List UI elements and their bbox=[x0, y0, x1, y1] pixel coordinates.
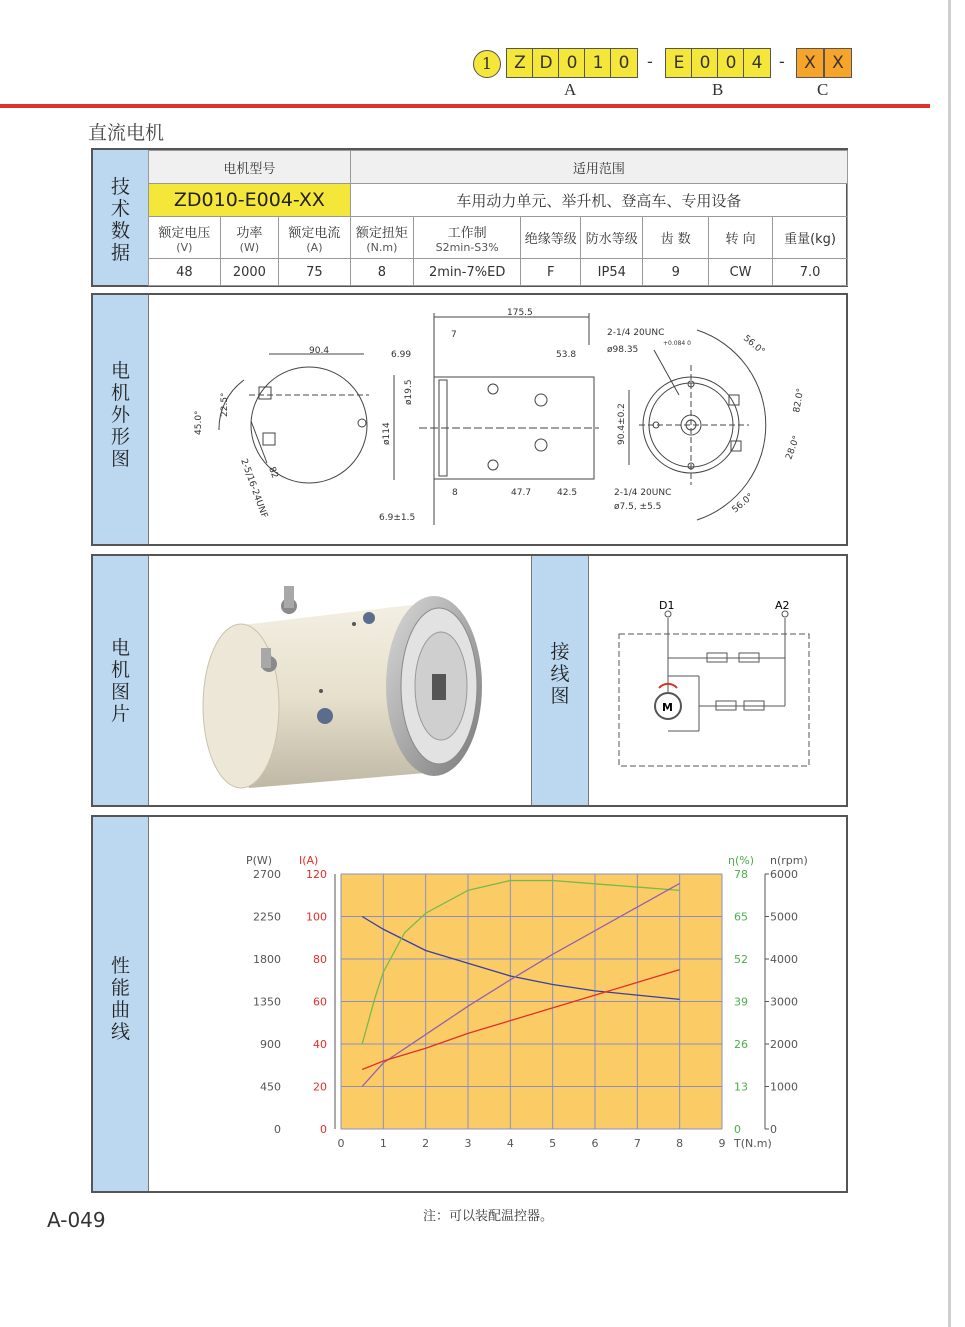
perf-side-2: 能 bbox=[110, 977, 130, 999]
photo-side-4: 片 bbox=[110, 703, 130, 725]
perf-side-4: 线 bbox=[110, 1021, 130, 1043]
spec-col-3-header bbox=[350, 217, 413, 259]
label-a: A bbox=[564, 80, 577, 99]
spec-col-2-value: 75 bbox=[279, 259, 351, 286]
spec-col-label: 功率 bbox=[236, 225, 263, 241]
footnote: 注：可以装配温控器。 bbox=[423, 1209, 554, 1224]
wiring-side-2: 线 bbox=[550, 663, 570, 685]
spec-col-7-value: 9 bbox=[643, 259, 709, 286]
x-tick: 5 bbox=[549, 1137, 557, 1150]
spec-col-label: 额定扭矩 bbox=[355, 225, 408, 241]
photo-section bbox=[91, 554, 848, 807]
x-tick: 1 bbox=[379, 1137, 387, 1150]
spec-col-0-value: 48 bbox=[149, 259, 221, 286]
outline-side bbox=[93, 295, 149, 544]
p-tick: 450 bbox=[260, 1080, 281, 1094]
performance-chart bbox=[149, 817, 846, 1191]
perf-side-1: 性 bbox=[110, 955, 130, 977]
x-tick: 7 bbox=[633, 1137, 641, 1150]
model-header: 电机型号 bbox=[149, 151, 351, 184]
wiring-diagram bbox=[589, 556, 846, 805]
spec-col-label: 绝缘等级 bbox=[524, 232, 577, 247]
x-tick: 0 bbox=[337, 1137, 345, 1150]
i-tick: 120 bbox=[306, 868, 327, 881]
eta-tick: 52 bbox=[734, 953, 748, 966]
photo-side-3: 图 bbox=[110, 681, 130, 703]
outline-side-5: 图 bbox=[110, 448, 130, 470]
spec-col-6-value: IP54 bbox=[581, 259, 643, 286]
i-tick: 80 bbox=[313, 953, 327, 966]
n-tick: 0 bbox=[770, 1123, 777, 1136]
outline-side-3: 外 bbox=[110, 404, 130, 426]
code-dash-1: - bbox=[647, 52, 653, 71]
page-title: 直流电机 bbox=[88, 122, 165, 144]
dim-7: 7 bbox=[451, 330, 457, 340]
p-tick: 0 bbox=[274, 1123, 281, 1136]
dim-42-5: 42.5 bbox=[557, 488, 578, 498]
spec-side-3: 数 bbox=[110, 220, 130, 242]
phi-98: ø98.35 bbox=[607, 345, 639, 355]
x-tick: 9 bbox=[718, 1137, 726, 1150]
range-header: 适用范围 bbox=[350, 151, 847, 184]
thread-2: 2-1/4 20UNC bbox=[607, 328, 665, 338]
eta-tick: 13 bbox=[734, 1080, 748, 1094]
i-tick: 100 bbox=[306, 910, 327, 924]
spec-side bbox=[93, 150, 149, 285]
angle-28: 28.0° bbox=[784, 434, 803, 462]
spec-col-label: 工作制 bbox=[447, 225, 487, 241]
code-a-3: 0 bbox=[558, 48, 586, 78]
dim-45: 45.0° bbox=[194, 410, 204, 435]
n-tick: 1000 bbox=[770, 1080, 798, 1094]
spec-col-8-value: CW bbox=[709, 259, 773, 286]
terminal-a2: A2 bbox=[775, 599, 790, 612]
label-c: C bbox=[817, 80, 829, 99]
angle-82: 82.0° bbox=[792, 387, 807, 414]
spec-col-7-header bbox=[643, 217, 709, 259]
thread-3: 2-1/4 20UNC bbox=[614, 488, 672, 498]
page-number: A-049 bbox=[47, 1208, 106, 1232]
perf-section bbox=[91, 815, 848, 1193]
spec-col-5-value: F bbox=[521, 259, 581, 286]
code-b-3: 0 bbox=[717, 48, 745, 78]
code-a-5: 0 bbox=[610, 48, 638, 78]
outline-side-4: 形 bbox=[110, 426, 130, 448]
angle-56a: 56.0° bbox=[741, 333, 767, 358]
spec-col-label: 齿 数 bbox=[660, 232, 691, 247]
outline-drawing bbox=[149, 295, 846, 544]
code-a-4: 1 bbox=[584, 48, 612, 78]
perf-side bbox=[93, 817, 149, 1191]
code-a-2: D bbox=[532, 48, 560, 78]
spec-col-9-header bbox=[773, 217, 848, 259]
spec-col-unit: (V) bbox=[176, 240, 193, 254]
spec-col-6-header bbox=[581, 217, 643, 259]
wiring-side-3: 图 bbox=[550, 685, 570, 707]
dim-90-4: 90.4 bbox=[309, 346, 330, 356]
outline-section bbox=[91, 293, 848, 546]
p-tick: 1800 bbox=[253, 953, 281, 966]
dim-8: 8 bbox=[452, 488, 458, 498]
angle-56b: 56.0° bbox=[730, 491, 756, 516]
spec-col-label: 额定电压 bbox=[158, 225, 211, 241]
spec-side-2: 术 bbox=[110, 198, 130, 220]
spec-col-1-value: 2000 bbox=[220, 259, 278, 286]
i-tick: 60 bbox=[313, 995, 327, 1009]
spec-col-2-header bbox=[279, 217, 351, 259]
x-tick: 8 bbox=[676, 1137, 684, 1150]
outline-side-1: 电 bbox=[110, 360, 130, 382]
spec-col-3-value: 8 bbox=[350, 259, 413, 286]
spec-col-unit: (W) bbox=[239, 240, 260, 254]
spec-col-8-header bbox=[709, 217, 773, 259]
range-value: 车用动力单元、举升机、登高车、专用设备 bbox=[350, 184, 847, 217]
phi-7-5: ø7.5, ±5.5 bbox=[614, 502, 662, 512]
spec-col-label: 额定电流 bbox=[288, 225, 341, 241]
phi-19-5: ø19.5 bbox=[404, 379, 414, 405]
dim-90-4b: 90.4±0.2 bbox=[617, 403, 627, 445]
eta-tick: 65 bbox=[734, 910, 748, 924]
code-b-1: E bbox=[665, 48, 693, 78]
dim-82: 82 bbox=[266, 465, 280, 480]
spec-section bbox=[91, 148, 848, 287]
model-value: ZD010-E004-XX bbox=[149, 184, 351, 217]
spec-col-label: 转 向 bbox=[725, 232, 756, 247]
wiring-side-1: 接 bbox=[550, 641, 570, 663]
spec-col-5-header bbox=[521, 217, 581, 259]
eta-tick: 39 bbox=[734, 995, 748, 1009]
x-axis-label: T(N.m) bbox=[734, 1137, 772, 1150]
spec-table bbox=[148, 150, 848, 286]
i-axis-label: I(A) bbox=[299, 854, 319, 867]
dim-47-7: 47.7 bbox=[511, 488, 532, 498]
label-b: B bbox=[712, 80, 724, 99]
code-c-1: X bbox=[796, 48, 824, 78]
n-axis-label: n(rpm) bbox=[770, 854, 808, 867]
tol-98: +0.084 0 bbox=[663, 340, 691, 347]
eta-tick: 26 bbox=[734, 1038, 748, 1051]
motor-m: M bbox=[662, 701, 673, 714]
n-tick: 4000 bbox=[770, 953, 798, 966]
photo-side bbox=[93, 556, 149, 805]
photo-side-2: 机 bbox=[110, 659, 130, 681]
spec-col-0-header bbox=[149, 217, 221, 259]
eta-tick: 78 bbox=[734, 868, 748, 881]
outline-side-2: 机 bbox=[110, 382, 130, 404]
i-tick: 0 bbox=[320, 1123, 327, 1136]
n-tick: 5000 bbox=[770, 910, 798, 924]
code-b-2: 0 bbox=[691, 48, 719, 78]
p-tick: 900 bbox=[260, 1038, 281, 1051]
x-tick: 2 bbox=[422, 1137, 430, 1150]
spec-col-9-value: 7.0 bbox=[773, 259, 848, 286]
thread-1: 2-5/16-24UNF bbox=[238, 457, 269, 520]
x-tick: 3 bbox=[464, 1137, 472, 1150]
i-tick: 40 bbox=[313, 1038, 327, 1051]
eta-tick: 0 bbox=[734, 1123, 741, 1136]
code-dash-2: - bbox=[779, 52, 785, 71]
p-tick: 1350 bbox=[253, 995, 281, 1009]
spec-col-label: 防水等级 bbox=[585, 232, 638, 247]
code-b-4: 4 bbox=[743, 48, 771, 78]
x-tick: 4 bbox=[506, 1137, 514, 1150]
dim-6-99: 6.99 bbox=[391, 350, 412, 360]
phi-114: ø114 bbox=[382, 422, 392, 445]
n-tick: 3000 bbox=[770, 995, 798, 1009]
spec-col-4-value: 2min-7%ED bbox=[414, 259, 521, 286]
spec-col-unit: (N.m) bbox=[366, 240, 398, 254]
spec-col-unit: (A) bbox=[306, 240, 323, 254]
n-tick: 2000 bbox=[770, 1038, 798, 1051]
n-tick: 6000 bbox=[770, 868, 798, 881]
terminal-d1: D1 bbox=[659, 599, 675, 612]
spec-col-unit: S2min-S3% bbox=[435, 240, 499, 254]
spec-side-1: 技 bbox=[110, 176, 130, 198]
dim-53-8: 53.8 bbox=[556, 350, 577, 360]
p-tick: 2250 bbox=[253, 910, 281, 924]
code-a-1: Z bbox=[506, 48, 534, 78]
spec-col-label: 重量(kg) bbox=[784, 232, 836, 247]
dim-22-5: 22.5° bbox=[220, 392, 230, 417]
photo-side-1: 电 bbox=[110, 637, 130, 659]
code-circle: 1 bbox=[473, 50, 501, 78]
x-tick: 6 bbox=[591, 1137, 599, 1150]
p-axis-label: P(W) bbox=[246, 854, 273, 867]
page-edge bbox=[948, 0, 951, 1327]
spec-col-1-header bbox=[220, 217, 278, 259]
i-tick: 20 bbox=[313, 1080, 327, 1094]
eta-axis-label: η(%) bbox=[728, 854, 755, 867]
motor-photo bbox=[149, 556, 529, 805]
p-tick: 2700 bbox=[253, 868, 281, 881]
dim-6-9: 6.9±1.5 bbox=[379, 513, 416, 523]
spec-side-4: 据 bbox=[110, 242, 130, 264]
code-c-2: X bbox=[824, 48, 852, 78]
header-rule bbox=[0, 104, 930, 108]
dim-175-5: 175.5 bbox=[507, 308, 533, 318]
perf-side-3: 曲 bbox=[110, 999, 130, 1021]
spec-col-4-header bbox=[414, 217, 521, 259]
wiring-side bbox=[531, 556, 589, 805]
